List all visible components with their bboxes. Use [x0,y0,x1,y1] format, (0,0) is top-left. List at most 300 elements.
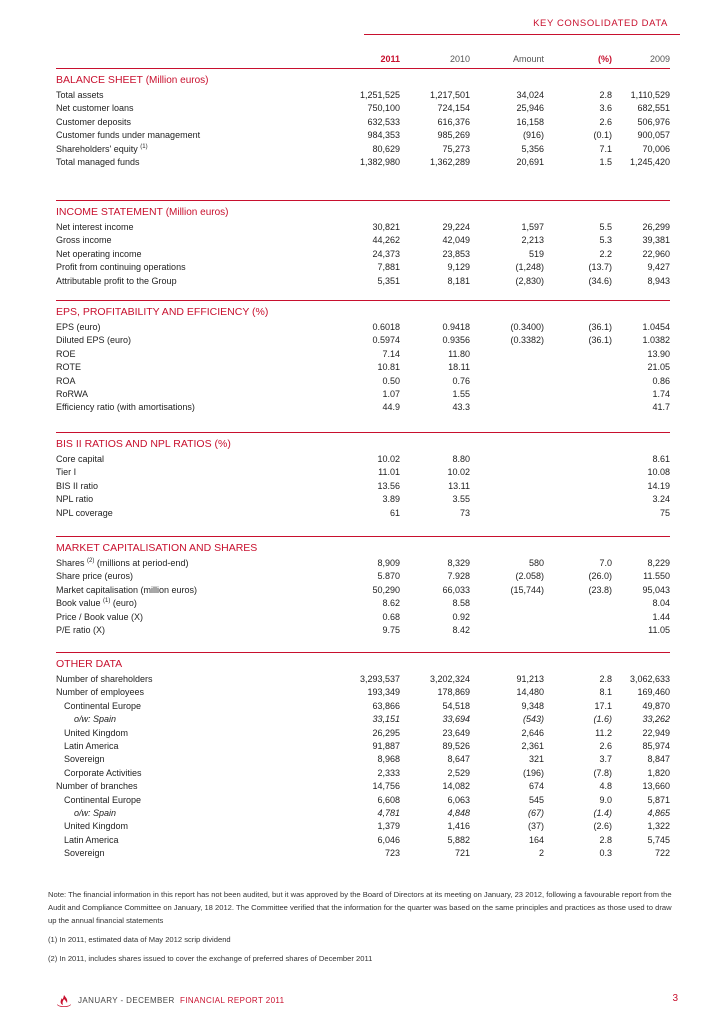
column-header-2009: 2009 [649,54,670,64]
section-unit: (Million euros) [145,75,209,86]
table-row [56,713,670,726]
table-row [56,686,670,699]
table-row [56,780,670,793]
table-row [56,753,670,766]
cell-2010: 1,416 [447,821,470,832]
row-label-text: Total managed funds [56,157,140,167]
cell-2009: 8,847 [647,754,670,765]
table-row [56,807,670,820]
page-header [0,0,728,34]
cell-2010: 8.80 [452,454,470,464]
cell-2009: 49,870 [642,700,670,711]
cell-2009: 0.86 [652,375,670,386]
table-row [56,700,670,713]
row-label-text: Core capital [56,454,105,464]
row-label [56,375,76,388]
table-row [56,129,670,142]
table-row [56,221,670,234]
cell-2011: 0.5974 [372,335,400,346]
cell-2009: 169,460 [637,687,670,698]
cell-2011: 61 [389,507,400,518]
row-label [56,334,131,347]
cell-2009: 900,057 [637,130,670,141]
row-label-text: Shareholders' equity [56,143,138,154]
cell-2011: 1,251,525 [359,90,400,100]
row-label [74,713,116,726]
cell-amount: 16,158 [516,116,544,127]
cell-amount: 2,646 [521,727,544,738]
cell-amount: 2,361 [521,741,544,751]
cell-2011: 10.81 [377,362,400,373]
cell-amount: (1,248) [515,262,544,273]
page-number: 3 [672,993,678,1004]
cell-2011: 5.870 [377,571,400,582]
cell-2009: 1,110,529 [630,90,670,100]
cell-amount: 580 [528,558,544,568]
cell-percent: 7.0 [599,558,612,568]
cell-2010: 54,518 [442,700,470,711]
row-label-text: NPL ratio [56,494,94,505]
row-label [56,234,112,247]
cell-amount: 321 [528,754,544,765]
row-label-text: Continental Europe [64,794,142,805]
cell-2011: 7.14 [382,348,400,359]
row-label [56,388,88,401]
row-label [64,820,128,833]
section-title-text: INCOME STATEMENT [56,206,163,218]
cell-2011: 8,909 [377,558,400,568]
footnote-marker: (1) [103,598,111,605]
table-row [56,767,670,780]
cell-2010: 33,694 [442,714,470,725]
column-headers [56,54,670,68]
table-row [56,234,670,247]
cell-2011: 63,866 [372,700,400,711]
cell-amount: (0.3382) [510,335,544,346]
cell-2010: 43.3 [452,402,470,413]
cell-2009: 1,245,420 [629,157,670,167]
section-title [56,542,257,554]
cell-2010: 3.55 [452,494,470,505]
cell-2009: 1.74 [652,389,670,399]
cell-amount: 91,213 [516,674,544,684]
cell-percent: 2.8 [599,90,612,100]
table-row [56,570,670,583]
cell-2011: 1,379 [377,821,400,832]
row-label [56,129,200,142]
table-row [56,673,670,686]
cell-percent: 3.7 [599,754,612,765]
table-row [56,740,670,753]
section-title [56,306,268,318]
section-rule [56,536,670,537]
cell-2010: 14,082 [442,781,470,792]
table-row [56,89,670,102]
cell-2010: 10.02 [447,467,470,478]
row-label-text: Corporate Activities [64,767,142,778]
row-label-text: Efficiency ratio (with amortisations) [56,402,195,413]
cell-2010: 23,853 [442,248,470,259]
cell-amount: (15,744) [510,584,544,595]
cell-2011: 4,781 [377,808,400,818]
santander-flame-logo-icon [56,995,72,1009]
cell-2010: 42,049 [442,235,470,246]
cell-2010: 9,129 [447,262,470,273]
table-row [56,401,670,414]
row-label-text: NPL coverage [56,507,113,518]
cell-2010: 66,033 [442,584,470,595]
row-label-text: Tier I [56,467,77,478]
cell-percent: 2.6 [599,741,612,751]
cell-2010: 23,649 [442,727,470,738]
cell-2011: 8.62 [382,598,400,609]
row-label [56,248,142,261]
cell-2011: 26,295 [372,727,400,738]
table-row [56,584,670,597]
cell-percent: (2.6) [593,821,612,832]
column-header-2010: 2010 [449,54,470,64]
cell-2011: 8,968 [377,754,400,765]
cell-2010: 75,273 [442,143,470,154]
row-label-text: ROA [56,375,76,386]
row-label [56,673,153,686]
cell-amount: 519 [528,248,544,259]
cell-2009: 8,229 [647,558,670,568]
cell-amount: 5,356 [521,143,544,154]
row-label [56,480,98,493]
row-label-text: Share price (euros) [56,571,134,582]
cell-amount: (196) [522,767,544,778]
cell-2011: 14,756 [372,781,400,792]
cell-amount: 2,213 [521,235,544,246]
row-label [64,834,119,847]
row-label [64,794,141,807]
table-row [56,453,670,466]
cell-2010: 0.9356 [442,335,470,346]
cell-2010: 73 [459,507,470,518]
cell-2009: 506,976 [637,116,670,127]
row-label-text: BIS II ratio [56,480,99,491]
cell-2009: 5,745 [647,834,670,845]
row-label [56,156,140,169]
cell-2010: 724,154 [437,103,470,114]
table-row [56,261,670,274]
cell-2011: 1.07 [382,389,400,399]
cell-amount: 2 [538,848,544,859]
cell-2011: 33,151 [372,714,400,725]
table-row [56,321,670,334]
cell-2009: 13.90 [647,348,670,359]
cell-amount: 9,348 [521,700,544,711]
cell-2009: 8.61 [652,454,670,464]
cell-2009: 95,043 [642,584,670,595]
table-row [56,102,670,115]
cell-2009: 26,299 [642,222,670,232]
cell-2010: 89,526 [442,741,470,751]
cell-2011: 1,382,980 [359,157,400,167]
row-label [56,401,195,414]
cell-2011: 50,290 [372,584,400,595]
cell-amount: (916) [522,130,544,141]
row-label [64,700,141,713]
row-label [56,493,93,506]
row-label-text: Net customer loans [56,103,134,114]
row-label-text: RoRWA [56,389,89,399]
cell-2010: 0.9418 [442,322,470,332]
row-label [56,221,134,234]
section-rule [56,68,670,69]
cell-2011: 9.75 [382,625,400,635]
row-label [56,507,113,520]
cell-2010: 8,329 [447,558,470,568]
row-label-text: Customer funds under management [56,130,201,141]
cell-2009: 41.7 [652,402,670,413]
cell-percent: (23.8) [588,584,612,595]
row-label-text: Market capitalisation (million euros) [56,584,198,595]
cell-2009: 8,943 [647,275,670,286]
row-label-text: Sovereign [64,848,105,859]
section-title-text: OTHER DATA [56,658,123,670]
table-row [56,143,670,156]
cell-2011: 10.02 [377,454,400,464]
cell-percent: (1.4) [593,808,612,818]
section-title-text: EPS, PROFITABILITY AND EFFICIENCY (%) [56,306,269,318]
row-label [56,261,186,274]
table-row [56,348,670,361]
cell-2009: 22,949 [642,727,670,738]
cell-percent: (26.0) [588,571,612,582]
footer-report-label [78,996,285,1005]
row-label [64,767,142,780]
section-rule [56,300,670,301]
cell-amount: (2.058) [515,571,544,582]
table-row [56,275,670,288]
cell-2010: 2,529 [447,767,470,778]
table-row [56,466,670,479]
cell-2009: 1.0454 [642,322,670,332]
cell-percent: (0.1) [593,130,612,141]
cell-2009: 11.05 [648,625,670,635]
cell-amount: (2,830) [515,275,544,286]
cell-amount: 20,691 [516,157,544,167]
cell-2010: 8.58 [452,598,470,609]
cell-amount: 34,024 [516,90,544,100]
cell-2009: 1.44 [652,611,670,622]
page-header-title: KEY CONSOLIDATED DATA [533,18,668,29]
cell-amount: (67) [527,808,544,818]
cell-amount: (543) [522,714,544,725]
table-row [56,507,670,520]
cell-2009: 21.05 [647,362,670,373]
cell-2010: 616,376 [437,116,470,127]
cell-percent: (7.8) [593,767,612,778]
cell-2010: 1,362,289 [429,157,470,167]
cell-percent: (13.7) [588,262,612,273]
row-label-text: Attributable profit to the Group [56,275,177,286]
cell-2010: 4,848 [447,808,470,818]
cell-2009: 5,871 [647,794,670,805]
cell-2011: 13.56 [377,480,400,491]
row-label-text: ROTE [56,362,82,373]
row-label [56,557,188,570]
row-label-text: ROE [56,348,76,359]
cell-2010: 6,063 [447,794,470,805]
row-label [64,740,119,753]
cell-2009: 10.08 [647,467,670,478]
cell-2009: 22,960 [642,248,670,259]
table-row [56,847,670,860]
row-label-text: o/w: Spain [74,714,117,725]
cell-2011: 5,351 [377,275,400,286]
column-header-percent: (%) [598,54,612,64]
section-title [56,206,228,218]
cell-percent: 11.2 [595,727,612,738]
table-row [56,820,670,833]
row-label-text: Profit from continuing operations [56,262,186,273]
cell-amount: 545 [528,794,544,805]
cell-percent: (36.1) [588,322,612,332]
cell-2009: 682,551 [637,103,670,114]
table-row [56,248,670,261]
page-footer [48,992,680,1012]
cell-2010: 0.76 [452,375,470,386]
row-label [56,348,76,361]
cell-percent: 2.2 [599,248,612,259]
section-title [56,438,231,450]
row-label [56,102,134,115]
row-label-text: United Kingdom [64,821,129,832]
row-label [56,466,76,479]
table-row [56,480,670,493]
cell-2011: 24,373 [372,248,400,259]
row-label [56,597,137,610]
cell-percent: 2.8 [599,674,612,684]
row-label-suffix: (millions at period-end) [96,558,189,568]
cell-2011: 750,100 [367,103,400,114]
row-label [64,847,105,860]
row-label [56,611,143,624]
cell-percent: (1.6) [593,714,612,725]
table-row [56,388,670,401]
table-row [56,375,670,388]
cell-percent: 2.8 [599,834,612,845]
cell-amount: (0.3400) [510,322,544,332]
row-label [56,116,131,129]
row-label [56,143,148,156]
cell-percent: 3.6 [599,103,612,114]
cell-amount: 164 [528,834,544,845]
cell-2009: 8.04 [652,598,670,609]
cell-2011: 30,821 [372,222,400,232]
cell-2011: 632,533 [367,116,400,127]
cell-percent: 1.5 [599,157,612,167]
footer-report-name: FINANCIAL REPORT 2011 [179,996,285,1005]
cell-percent: 9.0 [599,794,612,805]
table-row [56,493,670,506]
row-label [56,453,104,466]
cell-2009: 70,006 [642,143,670,154]
cell-2010: 29,224 [442,222,470,232]
table-row [56,611,670,624]
row-label [74,807,116,820]
cell-2011: 44.9 [382,402,400,413]
section-title [56,658,122,670]
row-label-text: Latin America [64,741,119,751]
column-header-amount: Amount [512,54,544,64]
cell-2011: 984,353 [367,130,400,141]
table-row [56,361,670,374]
row-label-text: Latin America [64,834,119,845]
column-header-2011: 2011 [380,54,400,64]
row-label-text: EPS (euro) [56,322,101,332]
cell-2010: 8,181 [447,275,470,286]
row-label-text: Number of shareholders [56,674,153,684]
cell-percent: 4.8 [599,781,612,792]
cell-2011: 7,881 [377,262,400,273]
cell-amount: (37) [527,821,544,832]
footer-period: JANUARY - DECEMBER [78,996,175,1005]
cell-amount: 25,946 [516,103,544,114]
cell-2010: 3,202,324 [429,674,470,684]
cell-2009: 75 [659,507,670,518]
row-label-text: Net operating income [56,248,142,259]
cell-amount: 674 [528,781,544,792]
cell-2009: 85,974 [642,741,670,751]
table-row [56,156,670,169]
row-label-suffix: (euro) [112,598,137,609]
row-label-text: Total assets [56,90,104,100]
cell-2011: 91,887 [372,741,400,751]
cell-percent: 2.6 [599,116,612,127]
row-label-text: Number of branches [56,781,138,792]
cell-2010: 7.928 [447,571,470,582]
cell-2010: 0.92 [452,611,470,622]
row-label [64,753,105,766]
cell-2011: 44,262 [372,235,400,246]
cell-2009: 39,381 [642,235,670,246]
cell-2011: 3.89 [382,494,400,505]
cell-percent: 5.5 [599,222,612,232]
cell-2009: 14.19 [647,480,670,491]
cell-2010: 178,869 [437,687,470,698]
cell-2010: 5,882 [447,834,470,845]
section-rule [56,200,670,201]
notes [48,888,680,971]
cell-2010: 985,269 [437,130,470,141]
cell-2010: 13.11 [448,480,470,491]
cell-2011: 11.01 [378,467,400,478]
cell-2011: 3,293,537 [359,674,400,684]
section-title-text: MARKET CAPITALISATION AND SHARES [56,542,258,554]
cell-percent: 17.1 [594,700,612,711]
cell-2011: 0.50 [382,375,400,386]
cell-2010: 1.55 [452,389,470,399]
cell-2010: 11.80 [448,348,470,359]
header-rule [364,34,680,35]
cell-2011: 80,629 [372,143,400,154]
row-label-text: Shares [56,558,85,568]
section-rule [56,432,670,433]
row-label [56,89,104,102]
row-label [56,686,144,699]
row-label [56,275,177,288]
row-label-text: Number of employees [56,687,145,698]
table-row [56,624,670,637]
note-footnote-2: (2) In 2011, includes shares issued to cover the exchange of preferred shares of December 2011 [48,954,373,963]
cell-percent: (34.6) [588,275,612,286]
row-label-text: Gross income [56,235,112,246]
cell-2009: 1,820 [647,767,670,778]
